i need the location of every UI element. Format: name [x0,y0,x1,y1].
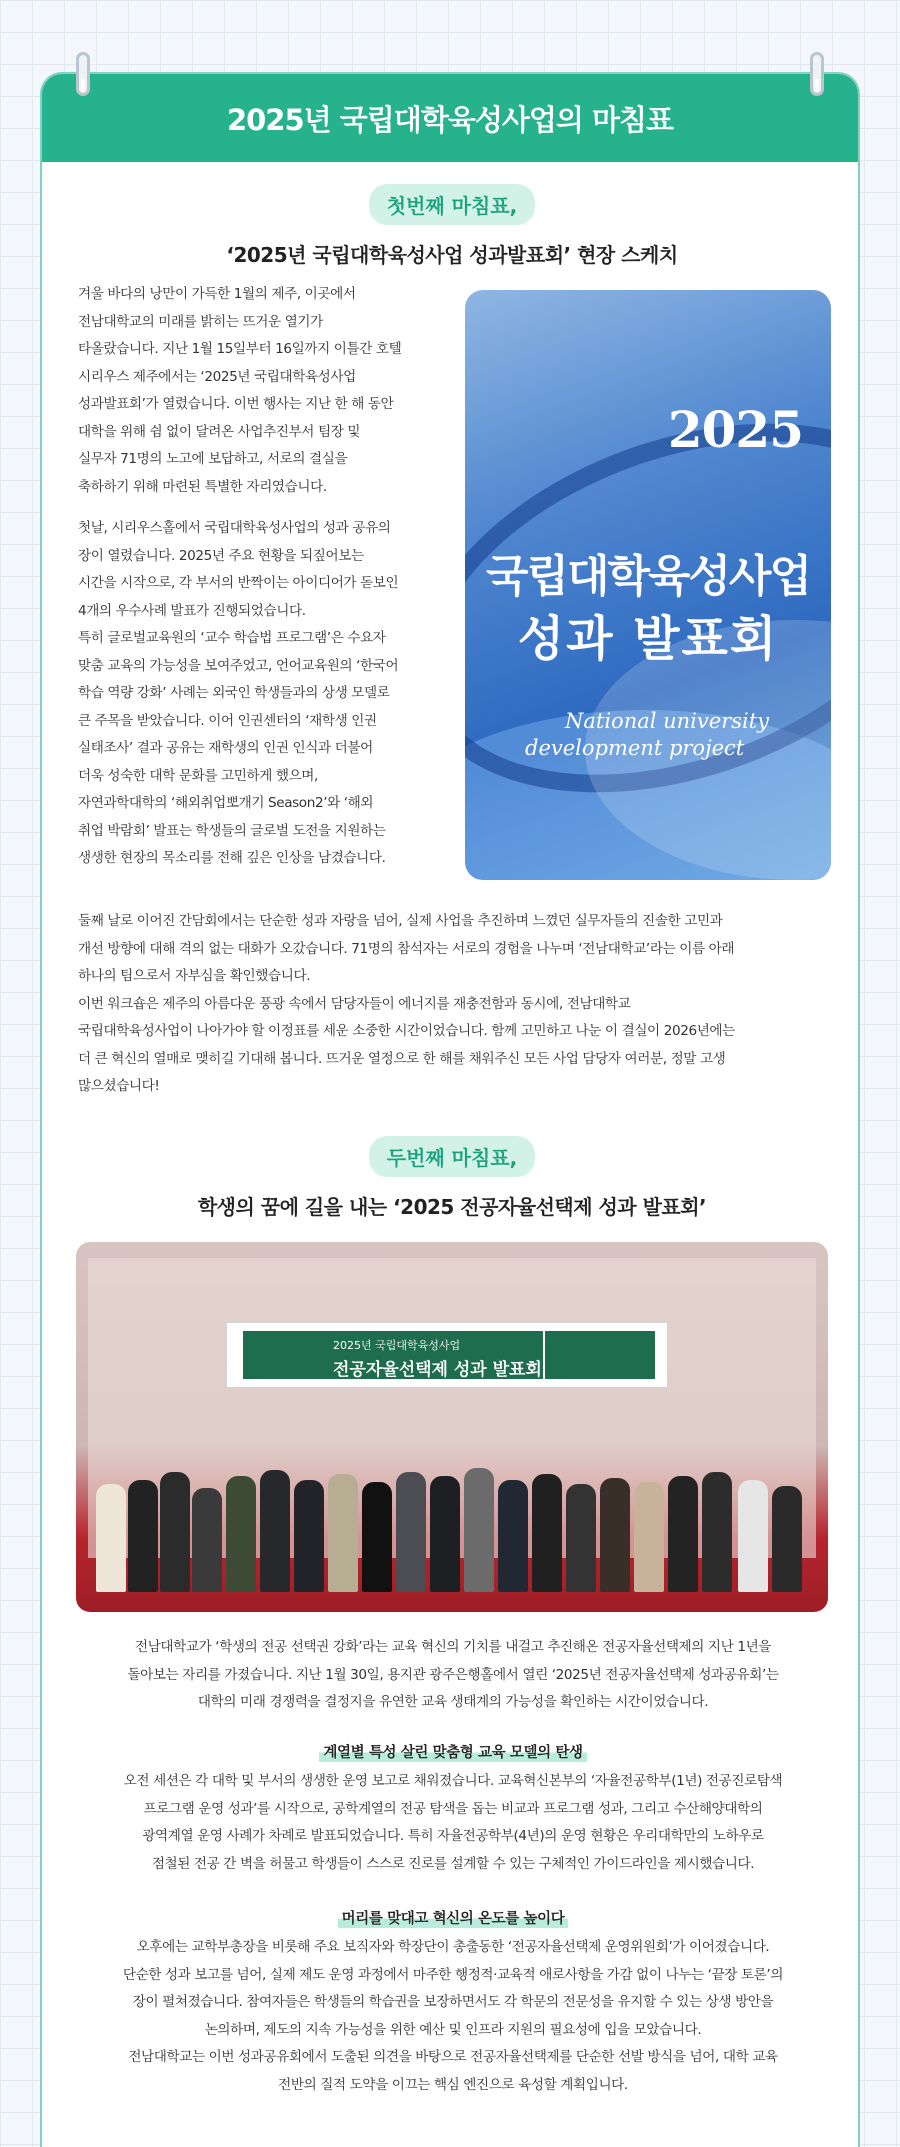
text-line: 장이 열렸습니다. 2025년 주요 현황을 되짚어보는 [78,547,364,564]
person [362,1482,392,1592]
person [738,1480,768,1592]
spacer [78,501,443,515]
banner-small-text: 2025년 국립대학육성사업 [333,1339,461,1352]
text-line: 단순한 성과 보고를 넘어, 실제 제도 운영 과정에서 마주한 행정적·교육적 애로사항을 가감 없이 나누는 ‘끝장 토론’의 [122,1966,784,1983]
person [128,1480,158,1592]
person [294,1480,324,1592]
poster-english [525,708,769,762]
text-line: 전남대학교는 이번 성과공유회에서 도출된 의견을 바탕으로 전공자율선택제를 단순한 선발 방식을 넘어, 대학 교육 [128,2049,778,2065]
text-line: 광역계열 운영 사례가 차례로 발표되었습니다. 특히 자율전공학부(4년)의 운영 현황은 우리대학만의 노하우로 [142,1828,764,1844]
text-line: 맞춤 교육의 가능성을 보여주었고, 언어교육원의 ‘한국어 [78,657,399,674]
person [702,1472,732,1592]
text-line: 오후에는 교학부총장을 비롯해 주요 보직자와 학장단이 총출동한 ‘전공자율선택제 운영위원회’가 이어졌습니다. [136,1939,770,1955]
text-line: 첫날, 시리우스홀에서 국립대학육성사업의 성과 공유의 [78,520,391,536]
text-line: 학습 역량 강화’ 사례는 외국인 학생들과의 상생 모델로 [78,685,390,701]
text-line: 둘째 날로 이어진 간담회에서는 단순한 성과 자랑을 넘어, 실제 사업을 추진하며 느꼈던 실무자들의 진솔한 고민과 [78,913,723,929]
text-line: 큰 주목을 받았습니다. 이어 인권센터의 ‘재학생 인권 [78,712,377,729]
section1-full-text [78,908,828,1101]
event-group-photo [76,1242,828,1612]
poster-title-line1: 국립대학육성사업 [485,551,811,602]
event-banner [226,1322,668,1388]
person [192,1488,222,1592]
text-line: 더 큰 혁신의 열매로 맺히길 기대해 봅니다. 뜨거운 열정으로 한 해를 채워주신 모든 사업 담당자 여러분, 정말 고생 [78,1050,726,1067]
person [600,1478,630,1592]
group-people [76,1432,828,1592]
section-pill: 첫번째 마침표, [369,184,535,225]
text-line: 전남대학교가 ‘학생의 전공 선택권 강화’라는 교육 혁신의 기치를 내걸고 추진해온 전공자율선택제의 지난 1년을 [134,1639,772,1655]
event-poster-image [465,290,831,880]
section2-block1 [78,1741,828,1878]
person [498,1480,528,1592]
section-pill: 두번째 마침표, [369,1136,535,1177]
newsletter-card [40,72,860,2147]
section-first [42,184,860,268]
text-line: 개선 방향에 대해 격의 없는 대화가 오갔습니다. 71명의 참석자는 서로의 경험을 나누며 ‘전남대학교’라는 이름 아래 [78,940,735,957]
text-line: 특히 글로벌교육원의 ‘교수 학습법 프로그램’은 수요자 [78,630,386,646]
person [260,1470,290,1592]
poster-title-line2: 성과 발표회 [517,611,779,667]
text-line: 전반의 질적 도약을 이끄는 핵심 엔진으로 육성할 계획입니다. [278,2076,628,2093]
text-line: 점철된 전공 간 벽을 허물고 학생들이 스스로 진로를 설계할 수 있는 구체적인 가이드라인을 제시했습니다. [151,1855,755,1872]
person [396,1472,426,1592]
person [668,1476,698,1592]
text-line: 장이 펼쳐졌습니다. 참여자들은 학생들의 학습권을 보장하면서도 각 학문의 전문성을 유지할 수 있는 상생 방안을 [132,1994,774,2010]
text-line: 축하하기 위해 마련된 특별한 자리였습니다. [78,478,327,495]
text-line: 전남대학교의 미래를 밝히는 뜨거운 열기가 [78,313,323,330]
section2-block2 [78,1907,828,2099]
section-second [42,1136,860,1220]
banner-title: 전공자율선택제 성과 발표회 [333,1360,542,1380]
text-line: 생생한 현장의 목소리를 전해 깊은 인상을 남겼습니다. [78,850,386,866]
banner-info-panel [545,1331,655,1379]
person [772,1486,802,1592]
text-line: 타올랐습니다. 지난 1월 15일부터 16일까지 이틀간 호텔 [78,341,402,357]
page-title: 2025년 국립대학육성사업의 마침표 [226,102,674,137]
person [634,1482,664,1592]
text-line: 대학을 위해 쉼 없이 달려온 사업추진부서 팀장 및 [78,423,361,440]
text-line: 시간을 시작으로, 각 부서의 반짝이는 아이디어가 돋보인 [78,575,399,591]
text-line: 오전 세션은 각 대학 및 부서의 생생한 운영 보고로 채워졌습니다. 교육혁신본부의 ‘자율전공학부(1년) 전공진로탐색 [123,1773,783,1789]
person [430,1476,460,1592]
subsection-heading: 머리를 맞대고 혁신의 온도를 높이다 [338,1907,569,1928]
text-line: 하나의 팀으로서 자부심을 확인했습니다. [78,968,311,984]
banner-green-panel [243,1331,543,1379]
text-line: 돌아보는 자리를 가졌습니다. 지난 1월 30일, 용지관 광주은행홀에서 열린 ‘2025년 전공자율선택제 성과공유회’는 [127,1666,779,1683]
person [464,1468,494,1592]
binder-ring-right [810,52,824,96]
text-line: 많으셨습니다! [78,1078,160,1094]
text-line: 더욱 성숙한 대학 문화를 고민하게 했으며, [78,767,318,784]
text-line: 실무자 71명의 노고에 보답하고, 서로의 결실을 [78,451,348,467]
text-line: 대학의 미래 경쟁력을 결정지을 유연한 교육 생태계의 가능성을 확인하는 시간이었습니다. [197,1694,709,1710]
text-line: 자연과학대학의 ‘해외취업뽀개기 Season2’와 ‘해외 [78,795,374,811]
text-line: 성과발표회’가 열렸습니다. 이번 행사는 지난 한 해 동안 [78,396,394,412]
text-line: 논의하며, 제도의 지속 가능성을 위한 예산 및 인프라 지원의 필요성에 입을 모았습니다. [204,2021,702,2038]
person [160,1472,190,1592]
page-title-bar [42,74,858,162]
poster-english-line1: National university [565,709,770,733]
person [566,1484,596,1592]
section1-left-text [78,281,443,873]
section2-intro [78,1634,828,1717]
person [226,1476,256,1592]
subsection-heading: 계열별 특성 살린 맞춤형 교육 모델의 탄생 [319,1741,586,1762]
section-subtitle: 학생의 꿈에 길을 내는 ‘2025 전공자율선택제 성과 발표회’ [197,1195,707,1219]
poster-english-line2: development project [525,736,745,760]
text-line: 프로그램 운영 성과’를 시작으로, 공학계열의 전공 탐색을 돕는 비교과 프로그램 성과, 그리고 수산해양대학의 [143,1800,763,1817]
person [96,1484,126,1592]
section-subtitle: ‘2025년 국립대학육성사업 성과발표회’ 현장 스케치 [226,243,678,267]
text-line: 시리우스 제주에서는 ‘2025년 국립대학육성사업 [78,368,356,385]
text-line: 이번 워크숍은 제주의 아름다운 풍광 속에서 담당자들이 에너지를 재충전함과 동시에, 전남대학교 [78,995,631,1012]
text-line: 국립대학육성사업이 나아가야 할 이정표를 세운 소중한 시간이었습니다. 함께 고민하고 나눈 이 결실이 2026년에는 [78,1023,735,1039]
binder-ring-left [76,52,90,96]
text-line: 실태조사’ 결과 공유는 재학생의 인권 인식과 더불어 [78,740,373,756]
text-line: 겨울 바다의 낭만이 가득한 1월의 제주, 이곳에서 [78,286,356,302]
person [532,1474,562,1592]
text-line: 4개의 우수사례 발표가 진행되었습니다. [78,602,306,619]
person [328,1474,358,1592]
text-line: 취업 박람회’ 발표는 학생들의 글로벌 도전을 지원하는 [78,822,386,839]
poster-year: 2025 [667,400,803,459]
